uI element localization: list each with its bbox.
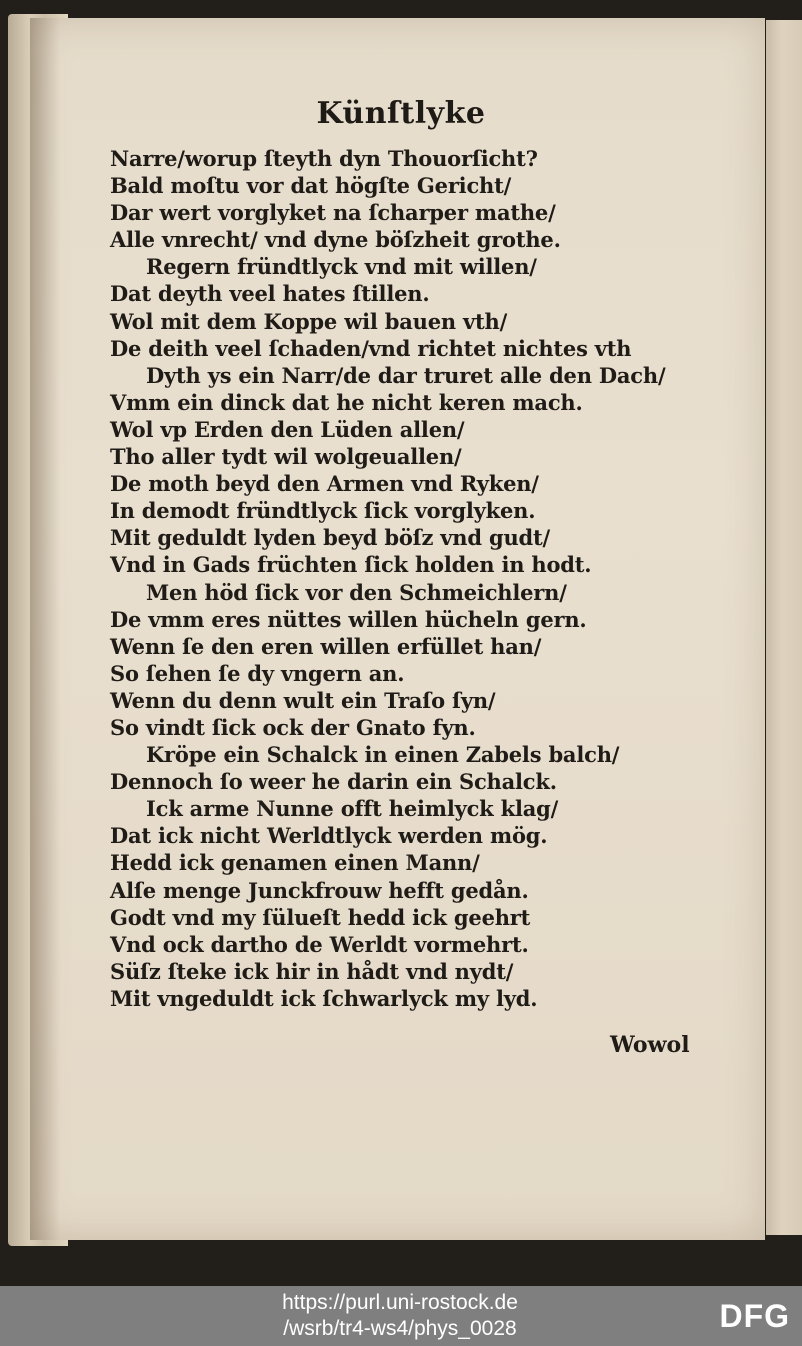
- verse-line: Mit geduldt lyden beyd böſz vnd gudt/: [110, 525, 550, 551]
- verse-line: Dat ick nicht Werldtlyck werden mög.: [110, 823, 548, 849]
- verse-line: Hedd ick genamen einen Mann/: [110, 850, 480, 876]
- verse-line: Dat deyth veel hates ſtillen.: [110, 281, 430, 307]
- verse-line: So vindt ſick ock der Gnato fyn.: [110, 714, 476, 740]
- verse-line: Ick arme Nunne offt heimlyck klag/: [146, 796, 559, 822]
- footer-bar: [0, 1286, 802, 1346]
- verse-line: Alle vnrecht/ vnd dyne böſzheit grothe.: [110, 227, 561, 253]
- verse-line: Dyth ys ein Narr/de dar truret alle den Dach/: [146, 362, 666, 388]
- facing-page-edge: [766, 20, 802, 1235]
- running-header: Künſtlyke: [316, 96, 486, 131]
- verse-line: Narre/worup ſteyth dyn Thouorſicht?: [110, 146, 538, 171]
- verse-line: Mit vngeduldt ick ſchwarlyck my lyd.: [110, 985, 538, 1011]
- verse-block: [110, 145, 710, 1012]
- verse-line: De deith veel ſchaden/vnd richtet nichtes vth: [110, 335, 632, 361]
- gutter-shadow: [30, 18, 60, 1240]
- verse-line: Vnd in Gads früchten ſick holden in hodt.: [110, 552, 592, 578]
- verse-line: In demodt fründtlyck ſick vorglyken.: [110, 498, 536, 524]
- verse-line: De vmm eres nüttes willen hücheln gern.: [110, 606, 587, 632]
- verse-line: Wol mit dem Koppe wil bauen vth/: [110, 308, 508, 334]
- verse-line: Vnd ock dartho de Werldt vormehrt.: [110, 931, 529, 957]
- verse-line: Dennoch ſo weer he darin ein Schalck.: [110, 769, 557, 795]
- catchword: Wowol: [610, 1032, 690, 1058]
- verse-line: Godt vnd my ſülueſt hedd ick geehrt: [110, 904, 531, 930]
- verse-line: De moth beyd den Armen vnd Ryken/: [110, 471, 539, 497]
- verse-line: Kröpe ein Schalck in einen Zabels balch/: [146, 742, 620, 768]
- verse-line: Alſe menge Junckfrouw hefft gedån.: [110, 877, 529, 903]
- verse-line: Vmm ein dinck dat he nicht keren mach.: [110, 389, 583, 415]
- permalink-line-1[interactable]: https://purl.uni-rostock.de: [282, 1291, 518, 1314]
- verse-line: Tho aller tydt wil wolgeuallen/: [110, 444, 462, 470]
- verse-line: Wenn du denn wult ein Traſo ſyn/: [110, 687, 496, 713]
- verse-line: Regern fründtlyck vnd mit willen/: [146, 254, 537, 280]
- verse-line: Süſz ſteke ick hir in hådt vnd nydt/: [110, 958, 514, 984]
- verse-line: Men höd ſick vor den Schmeichlern/: [146, 579, 567, 605]
- verse-line: Wol vp Erden den Lüden allen/: [110, 416, 465, 442]
- verse-line: Wenn ſe den eren willen erfüllet han/: [110, 633, 542, 659]
- verse-line: So ſehen ſe dy vngern an.: [110, 660, 405, 686]
- permalink-line-2[interactable]: /wsrb/tr4-ws4/phys_0028: [283, 1317, 517, 1340]
- dfg-logo: DFG: [719, 1298, 790, 1334]
- verse-line: Bald moſtu vor dat högſte Gericht/: [110, 173, 512, 199]
- permalink[interactable]: [150, 1290, 650, 1342]
- verse-line: Dar wert vorglyket na ſcharper mathe/: [110, 200, 556, 226]
